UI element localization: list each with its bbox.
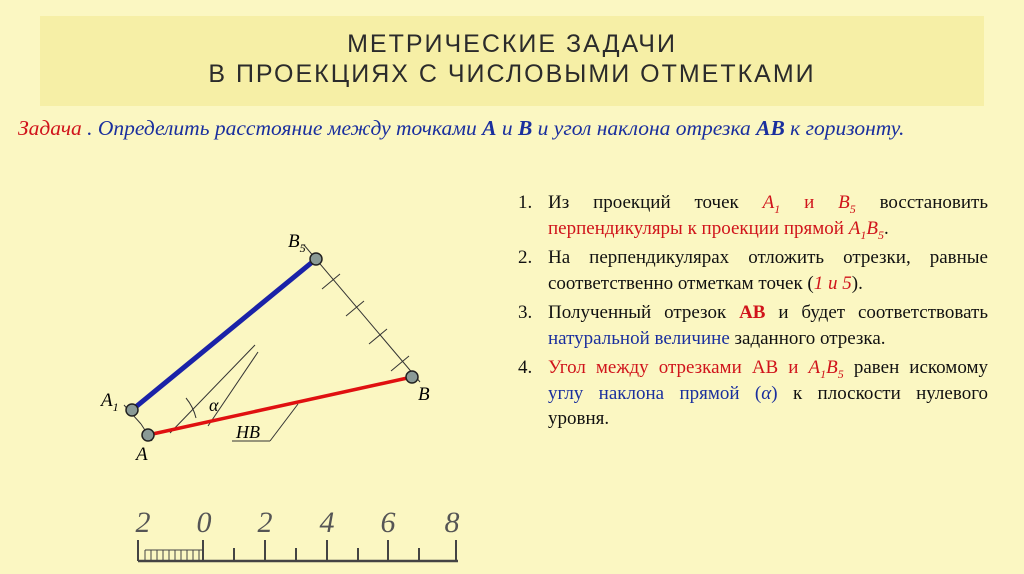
- step-text: ): [771, 382, 778, 404]
- task-text-3: к горизонту.: [784, 116, 905, 140]
- task-prefix: Задача: [18, 116, 82, 140]
- point-b5: [310, 253, 322, 265]
- label-b5: $B_5$: [288, 231, 306, 255]
- task-text-2: и угол наклона отрезка: [532, 116, 757, 140]
- task-segment: АВ: [756, 116, 785, 140]
- scale-label: 2: [257, 506, 273, 539]
- step-text: Полученный отрезок: [548, 302, 740, 323]
- step-number: 4.: [518, 357, 533, 378]
- point-a1: [126, 404, 138, 416]
- scale-label: 2: [135, 506, 151, 539]
- projection-a1b5: [132, 259, 316, 410]
- step-text: восстановить: [855, 192, 988, 213]
- step-text: 5: [837, 366, 844, 381]
- step-text: и будет соответствовать: [765, 302, 988, 323]
- task-point-a: А: [482, 116, 497, 140]
- point-b: [406, 371, 418, 383]
- step-text: перпендикуляры к проекции прямой: [548, 217, 849, 239]
- step-text: B: [838, 192, 850, 213]
- step-text: 1: [820, 366, 827, 381]
- point-a: [142, 429, 154, 441]
- step-text: (: [739, 382, 762, 404]
- scale-label: 6: [380, 506, 396, 539]
- step-number: 1.: [518, 192, 533, 213]
- label-alpha: α: [209, 395, 219, 415]
- step-text: натуральной величине: [548, 327, 730, 349]
- perp-ticks: [322, 274, 409, 371]
- step-text: Угол между отрезками: [548, 357, 752, 378]
- step-text: AB: [751, 357, 779, 378]
- step-text: α: [761, 382, 772, 404]
- scale-label: 4: [319, 506, 335, 539]
- step-text: 1 и 5: [813, 272, 852, 294]
- step-number: 2.: [518, 247, 533, 268]
- step-text: B: [866, 217, 878, 239]
- title-line-2: В ПРОЕКЦИЯХ С ЧИСЛОВЫМИ ОТМЕТКАМИ: [208, 60, 816, 88]
- step-text: АВ: [739, 302, 766, 323]
- step-text: и: [778, 357, 809, 378]
- scale-label: 8: [444, 506, 460, 539]
- step-text: .: [883, 217, 889, 239]
- step-text: заданного отрезка.: [729, 327, 886, 349]
- step-text: ).: [851, 272, 863, 294]
- label-b: B: [418, 384, 430, 405]
- step-text: 5: [849, 201, 856, 216]
- step-text: 1: [774, 201, 781, 216]
- true-length-ab: [148, 377, 412, 435]
- step-text: Из проекций точек: [548, 192, 763, 213]
- step-text: равен искомому: [843, 357, 988, 378]
- task-and: и: [496, 116, 518, 140]
- step-text: На перпендикулярах отложить отрезки, равные соответственно отметкам точек (: [548, 247, 988, 294]
- step-text: углу наклона прямой: [548, 382, 740, 404]
- task-text-1: . Определить расстояние между точками: [81, 116, 483, 140]
- step-text: B: [826, 357, 838, 378]
- step-text: A: [762, 192, 775, 213]
- title-line-1: МЕТРИЧЕСКИЕ ЗАДАЧИ: [347, 30, 677, 58]
- scale-fine-ticks: [145, 550, 199, 561]
- label-hb: НВ: [236, 422, 260, 442]
- task-point-b: В: [517, 116, 533, 140]
- scale-labels: [136, 506, 460, 539]
- label-a: A: [136, 444, 148, 465]
- step-number: 3.: [518, 302, 533, 323]
- step-text: к плоскости нулевого уровня.: [548, 382, 989, 429]
- scale-label: 0: [196, 506, 212, 539]
- hb-leader-3: [270, 404, 298, 441]
- scale-bar: [136, 506, 460, 561]
- label-a1: $A_1$: [101, 390, 119, 414]
- step-text: 5: [877, 227, 884, 242]
- step-text: A: [848, 217, 861, 239]
- step-text: A: [808, 357, 821, 378]
- step-text: 1: [860, 227, 867, 242]
- step-text: и: [780, 192, 839, 213]
